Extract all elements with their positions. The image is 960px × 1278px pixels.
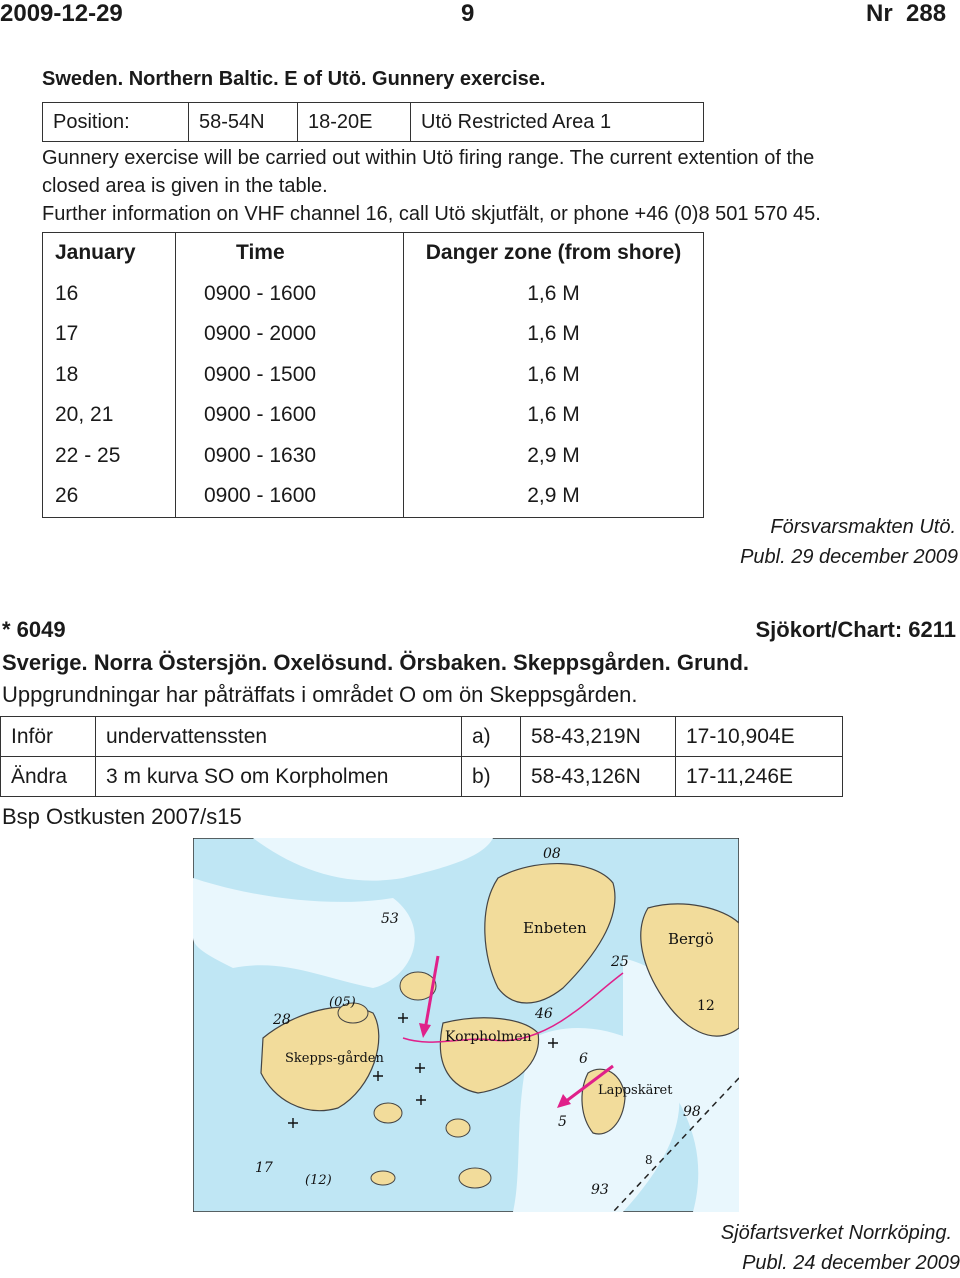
cell-day: 22 - 25 (43, 436, 176, 477)
cell-object: 3 m kurva SO om Korpholmen (96, 757, 462, 797)
notice-source: Försvarsmakten Utö. (770, 516, 956, 538)
table-row (43, 476, 704, 517)
table-row (43, 355, 704, 396)
cell-zone: 1,6 M (404, 355, 704, 396)
depth-label: (12) (305, 1173, 332, 1188)
depth-label: (05) (329, 995, 356, 1010)
col-header-danger-zone: Danger zone (from shore) (404, 233, 704, 274)
cell-zone: 2,9 M (404, 476, 704, 517)
cell-zone: 2,9 M (404, 436, 704, 477)
page-number: 9 (461, 0, 475, 27)
bsp-reference: Bsp Ostkusten 2007/s15 (2, 804, 242, 829)
table-row (43, 274, 704, 315)
chart-reference: Sjökort/Chart: 6211 (755, 617, 956, 642)
cell-lon: 17-10,904E (676, 717, 843, 757)
cell-day: 26 (43, 476, 176, 517)
notice-publ: Publ. 29 december 2009 (740, 546, 958, 568)
cell-lat: 58-43,126N (521, 757, 676, 797)
position-area: Utö Restricted Area 1 (411, 103, 704, 142)
depth-label: 12 (697, 998, 715, 1014)
cell-zone: 1,6 M (404, 395, 704, 436)
cell-object: undervattenssten (96, 717, 462, 757)
notice-title: Sweden. Northern Baltic. E of Utö. Gunnery exercise. (42, 68, 546, 90)
depth-label: 93 (591, 1182, 609, 1198)
table-row (1, 717, 843, 757)
depth-label: 28 (273, 1012, 291, 1028)
cell-action: Inför (1, 717, 96, 757)
schedule-table (42, 232, 704, 518)
label-bergo: Bergö (668, 930, 714, 948)
chart-source: Sjöfartsverket Norrköping. (720, 1222, 952, 1244)
table-row (1, 757, 843, 797)
cell-day: 18 (43, 355, 176, 396)
cell-time: 0900 - 1600 (176, 476, 404, 517)
cell-time: 0900 - 1630 (176, 436, 404, 477)
cell-zone: 1,6 M (404, 274, 704, 315)
col-header-time: Time (176, 233, 404, 274)
cell-time: 0900 - 2000 (176, 314, 404, 355)
notice-title: Sverige. Norra Östersjön. Oxelösund. Örsbaken. Skeppsgården. Grund. (2, 650, 749, 675)
notice-number: * 6049 (2, 617, 66, 642)
position-lat: 58-54N (189, 103, 298, 142)
table-header-row (43, 233, 704, 274)
cell-time: 0900 - 1600 (176, 395, 404, 436)
islet (446, 1119, 470, 1137)
depth-label: 8 (645, 1153, 653, 1167)
table-row (43, 436, 704, 477)
depth-label: 6 (579, 1051, 588, 1067)
cell-zone: 1,6 M (404, 314, 704, 355)
depth-label: 5 (558, 1114, 567, 1130)
cell-time: 0900 - 1600 (176, 274, 404, 315)
chart-publ: Publ. 24 december 2009 (742, 1252, 960, 1274)
cell-time: 0900 - 1500 (176, 355, 404, 396)
issue-number: Nr 288 (866, 0, 947, 27)
label-korpholmen: Korpholmen (445, 1029, 532, 1045)
label-enbeten: Enbeten (523, 919, 587, 937)
depth-label: 53 (381, 911, 399, 927)
depth-label: 08 (543, 846, 561, 862)
page-date: 2009-12-29 (0, 0, 123, 27)
cell-day: 17 (43, 314, 176, 355)
table-row (43, 395, 704, 436)
islet (371, 1171, 395, 1185)
cell-ref: b) (462, 757, 521, 797)
cell-day: 20, 21 (43, 395, 176, 436)
position-label: Position: (43, 103, 189, 142)
position-lon: 18-20E (298, 103, 411, 142)
notice-text-line: Further information on VHF channel 16, call Utö skjutfält, or phone +46 (0)8 501 570 45. (42, 203, 821, 225)
islet (374, 1103, 402, 1123)
nautical-chart (193, 838, 739, 1212)
table-row (43, 314, 704, 355)
col-header-january: January (43, 233, 176, 274)
cell-day: 16 (43, 274, 176, 315)
cell-lon: 17-11,246E (676, 757, 843, 797)
label-skeppsgarden: Skepps-gården (285, 1051, 384, 1066)
depth-label: 98 (683, 1104, 701, 1120)
depth-label: 46 (535, 1006, 553, 1022)
notice-text-line: Gunnery exercise will be carried out within Utö firing range. The current extention of the (42, 147, 815, 169)
change-table (0, 716, 843, 797)
depth-label: 25 (611, 954, 629, 970)
notice-text: Uppgrundningar har påträffats i området O om ön Skeppsgården. (2, 682, 638, 707)
islet (459, 1168, 491, 1188)
cell-lat: 58-43,219N (521, 717, 676, 757)
depth-label: 17 (255, 1160, 273, 1176)
notice-text-line: closed area is given in the table. (42, 175, 328, 197)
label-lappskaret: Lappskäret (598, 1083, 673, 1098)
cell-action: Ändra (1, 757, 96, 797)
cell-ref: a) (462, 717, 521, 757)
position-table (42, 102, 704, 142)
